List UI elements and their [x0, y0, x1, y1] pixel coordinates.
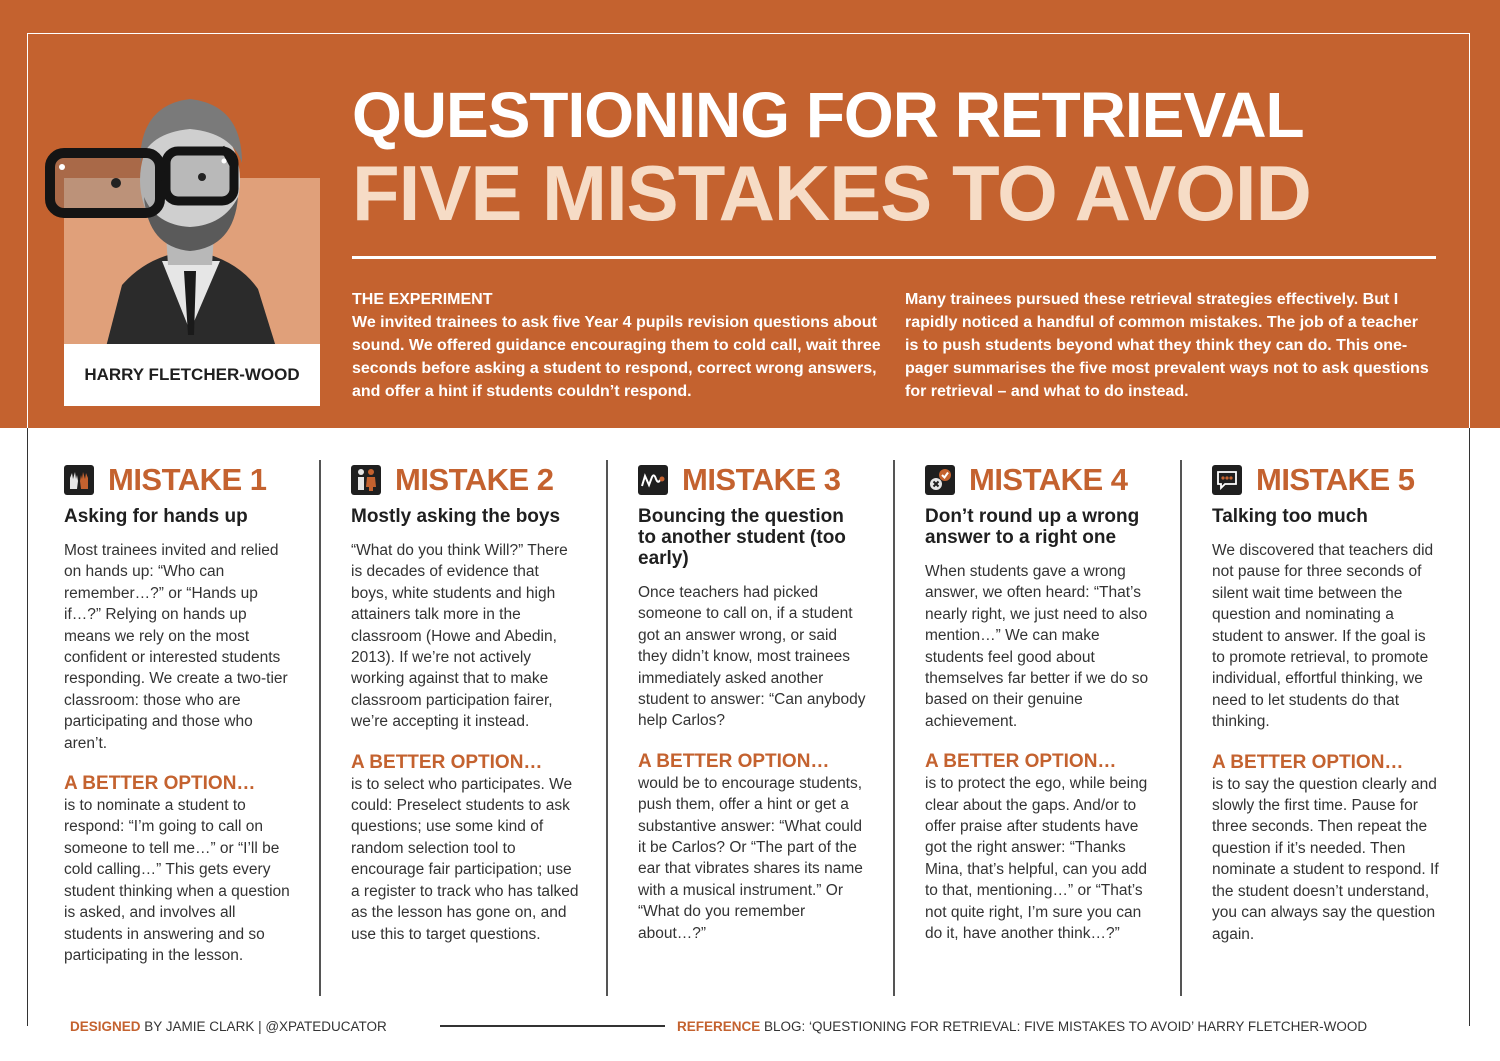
- mistake-label: MISTAKE 1: [108, 462, 267, 497]
- mistake-column-1: [64, 460, 292, 966]
- boy-girl-icon: [351, 465, 381, 495]
- designed-text: BY JAMIE CLARK | @XPATEDUCATOR: [144, 1019, 387, 1034]
- mistake-column-5: [1212, 460, 1440, 945]
- better-option-label: A BETTER OPTION…: [64, 773, 256, 795]
- better-option-label: A BETTER OPTION…: [1212, 751, 1404, 773]
- mistake-title: Don’t round up a wrong answer to a right one: [925, 506, 1140, 548]
- mistake-description: We discovered that teachers did not pause for three seconds of silent wait time between the question and nominating a student to answer. If the goal is to promote retrieval, to promote individual, effortful thinking, we need to let students do that thinking.: [1212, 542, 1434, 731]
- reference-label: REFERENCE: [677, 1019, 761, 1034]
- mistake-column-4: [925, 460, 1153, 945]
- footer-credit: [58, 1019, 399, 1034]
- mistake-title: Asking for hands up: [64, 506, 248, 527]
- better-option-label: A BETTER OPTION…: [925, 751, 1117, 773]
- page-title: QUESTIONING FOR RETRIEVAL: [352, 79, 1304, 151]
- mistake-description: Most trainees invited and relied on hands up: “Who can remember…?” or “Hands up if…?” Relying on hands up means we rely on the most confident or interested students responding. We create a two-tier classroom: those who are participating and those who aren’t.: [64, 542, 288, 752]
- mistake-title: Mostly asking the boys: [351, 506, 561, 527]
- footer-rule: [440, 1025, 670, 1027]
- mistake-description: When students gave a wrong answer, we often heard: “That’s nearly right, we just need to also mention…” We can make students feel good about themselves far better if we do so based on their genuine achievement.: [925, 563, 1149, 730]
- reference-text: BLOG: ‘QUESTIONING FOR RETRIEVAL: FIVE MISTAKES TO AVOID’ HARRY FLETCHER-WOOD: [764, 1019, 1368, 1034]
- column-divider: [319, 460, 321, 996]
- designed-label: DESIGNED: [70, 1019, 141, 1034]
- raised-hands-icon: [64, 465, 94, 495]
- experiment-text: We invited trainees to ask five Year 4 pupils revision questions about sound. We offered guidance encouraging them to cold call, wait three seconds before asking a student to respond, correct wrong answers, and offer a hint if students couldn’t respond.: [352, 314, 881, 400]
- better-option-text: is to select who participates. We could: Preselect students to ask questions; use some kind of random selection tool to encourage fair participation; use a register to track who has talked as the lesson has gone on, and use this to target questions.: [351, 775, 579, 943]
- better-option-text: would be to encourage students, push them, offer a hint or get a substantive answer: “What could it be Carlos? Or “The part of the ear that vibrates shares its name with a musical instrument.” Or “What do you remember about…?”: [638, 774, 863, 942]
- better-option-label: A BETTER OPTION…: [638, 750, 830, 772]
- better-option-label: A BETTER OPTION…: [351, 751, 543, 773]
- column-divider: [606, 460, 608, 996]
- experiment-heading: THE EXPERIMENT: [352, 291, 493, 308]
- mistake-column-2: [351, 460, 579, 945]
- title-divider: [352, 256, 1436, 259]
- mistake-label: MISTAKE 4: [969, 462, 1128, 497]
- author-portrait-illustration: [44, 85, 334, 347]
- mistake-title: Talking too much: [1212, 506, 1368, 527]
- experiment-section: [352, 288, 882, 403]
- mistake-label: MISTAKE 5: [1256, 462, 1415, 497]
- column-divider: [1180, 460, 1182, 996]
- speech-bubble-icon: [1212, 465, 1242, 495]
- mistake-description: “What do you think Will?” There is decades of evidence that boys, white students and high attainers talk more in the classroom (Howe and Abedin, 2013). If we’re not actively working against that to make classroom participation fairer, we’re accepting it instead.: [351, 542, 568, 731]
- mistake-description: Once teachers had picked someone to call on, if a student got an answer wrong, or said they didn’t know, most trainees immediately asked another student to answer: “Can anybody help Carlos?: [638, 584, 866, 730]
- author-name-label: HARRY FLETCHER-WOOD: [64, 344, 320, 406]
- bouncing-path-icon: [638, 465, 668, 495]
- mistake-column-3: [638, 460, 866, 944]
- mistake-label: MISTAKE 3: [682, 462, 841, 497]
- mistake-title: Bouncing the question to another student (too early): [638, 506, 846, 569]
- better-option-text: is to protect the ego, while being clear about the gaps. And/or to offer praise after students have got the right answer: “Thanks Mina, that’s helpful, can you add to that, mentioning…” or “That’s not quite right, I’m sure you can do it, have another think…?”: [925, 775, 1148, 943]
- page-subtitle: FIVE MISTAKES TO AVOID: [352, 149, 1311, 237]
- cross-check-icon: [925, 465, 955, 495]
- summary-text: Many trainees pursued these retrieval strategies effectively. But I rapidly noticed a handful of common mistakes. The job of a teacher is to push students beyond what they think they can do. This one-pager summarises the five most prevalent ways not to ask questions for retrieval – and what to do instead.: [905, 291, 1429, 400]
- better-option-text: is to nominate a student to respond: “I’m going to call on someone to tell me…” or “I’ll be cold calling…” This gets every student thinking when a question is asked, and involves all students in answering and so participating in the lesson.: [64, 797, 290, 964]
- better-option-text: is to say the question clearly and slowly the first time. Pause for three seconds. Then repeat the question if it’s needed. Then nominate a student to respond. If the student doesn’t understand, you can always say the question again.: [1212, 775, 1439, 943]
- footer-reference: [665, 1019, 1379, 1034]
- mistake-label: MISTAKE 2: [395, 462, 554, 497]
- column-divider: [893, 460, 895, 996]
